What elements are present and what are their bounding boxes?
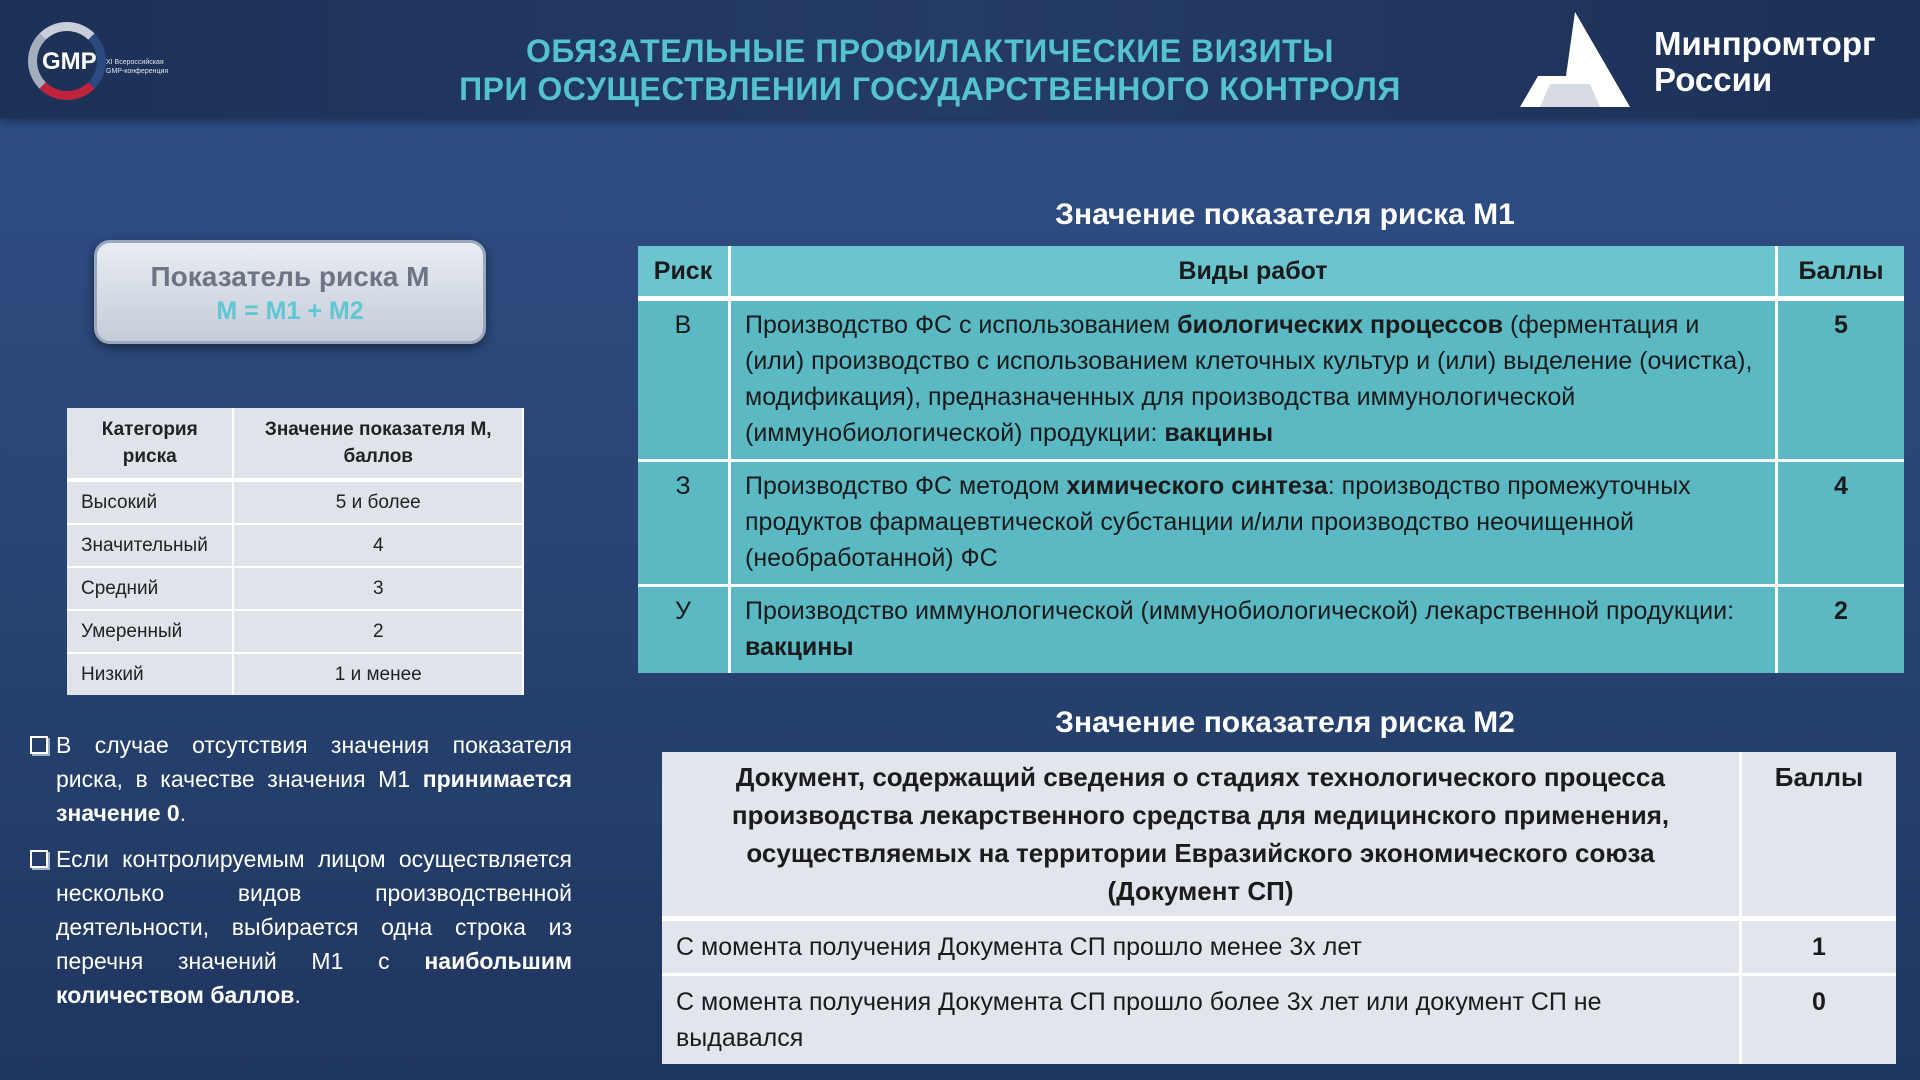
work-type-text: Производство ФС методом [745,472,1067,500]
gmp-logo [28,22,178,112]
note-text: Если контролируемым лицом осуществляется несколько видов производственной деятельности, выбирается одна строка из перечня значений М1 с [56,846,572,974]
note-tail: . [179,800,187,826]
risk-category-cell: Средний [67,567,233,610]
table-row [67,653,523,695]
table-row [67,480,523,524]
work-type-bold-text: биологических процессов [1177,311,1503,339]
risk-category-cell: Значительный [67,524,233,567]
table-row [662,975,1896,1065]
m2-table [662,752,1896,1064]
risk-value-cell: 5 и более [233,480,523,524]
score-cell: 4 [1777,461,1905,586]
table-header-row [67,408,523,480]
minpromtorg-line2: России [1654,61,1773,98]
gmp-logo-text: GMP [42,48,97,75]
score-cell: 2 [1777,586,1905,674]
table-row [662,919,1896,975]
column-header-work-types: Виды работ [730,246,1777,299]
minpromtorg-logo [1520,12,1900,107]
m2-title: Значение показателя риска М2 [1055,706,1515,739]
work-type-cell [730,586,1777,674]
risk-formula-title: Показатель риска М [150,261,430,292]
score-cell: 1 [1741,919,1897,975]
note-tail: . [294,982,301,1008]
minpromtorg-emblem-icon [1520,12,1630,107]
work-type-text: Производство ФС с использованием [745,311,1178,339]
column-header-value: Значение показателя М, баллов [233,408,523,480]
table-row [67,567,523,610]
column-header-category: Категория риска [67,408,233,480]
notes-list [30,728,572,1024]
table-header-row [638,246,1904,299]
risk-formula-expression: М = М1 + М2 [216,297,364,325]
risk-value-cell: 4 [233,524,523,567]
score-cell: 0 [1741,975,1897,1065]
risk-code-cell: У [638,586,730,674]
document-condition-cell: С момента получения Документа СП прошло более 3х лет или документ СП не выдавался [662,975,1741,1065]
risk-category-table [67,408,524,695]
page-title [420,32,1440,108]
table-row [67,524,523,567]
table-header-row [662,752,1896,919]
work-type-cell [730,461,1777,586]
work-type-text: Производство иммунологической (иммунобиологической) лекарственной продукции: [745,597,1735,625]
table-row [638,299,1904,461]
work-type-text: (ферментация и (или) производство с использованием клеточных культур и (или) выделение (очистка), модификация), предназначенных для производства иммунологической (иммунобиологической) продукции: [745,311,1753,447]
checkbox-bullet-icon [30,850,48,868]
column-header-document: Документ, содержащий сведения о стадиях технологического процесса производства лекарственного средства для медицинского применения, осуществляемых на территории Евразийского экономического союза (Документ СП) [662,752,1741,919]
risk-code-cell: В [638,299,730,461]
gmp-logo-subtext: XI Всероссийская GMP-конференция [106,59,169,75]
work-type-bold-text: вакцины [1164,419,1274,447]
page-title-line1: ОБЯЗАТЕЛЬНЫЕ ПРОФИЛАКТИЧЕСКИЕ ВИЗИТЫ [526,33,1334,69]
column-header-score: Баллы [1777,246,1905,299]
note-text: В случае отсутствия значения показателя риска, в качестве значения М1 [56,732,572,792]
table-row [638,461,1904,586]
risk-value-cell: 2 [233,610,523,653]
score-cell: 5 [1777,299,1905,461]
work-type-bold-text: вакцины [745,633,854,661]
note-bold-text: принимается значение 0 [56,766,572,826]
column-header-score: Баллы [1741,752,1897,919]
minpromtorg-line1: Минпромторг [1654,25,1876,62]
minpromtorg-text [1654,26,1876,98]
table-row [67,610,523,653]
work-type-cell [730,299,1777,461]
column-header-risk: Риск [638,246,730,299]
work-type-text: : производство промежуточных продуктов фармацевтической субстанции и/или производство неочищенной (необработанной) ФС [745,472,1691,572]
risk-code-cell: З [638,461,730,586]
note-item [30,728,572,830]
m1-table [638,246,1904,673]
risk-category-cell: Низкий [67,653,233,695]
risk-category-cell: Высокий [67,480,233,524]
checkbox-bullet-icon [30,736,48,754]
note-bold-text: наибольшим количеством баллов [56,948,572,1008]
page-title-line2: ПРИ ОСУЩЕСТВЛЕНИИ ГОСУДАРСТВЕННОГО КОНТРОЛЯ [459,71,1401,107]
risk-value-cell: 1 и менее [233,653,523,695]
table-row [638,586,1904,674]
work-type-bold-text: химического синтеза [1066,472,1328,500]
header-bar [0,0,1920,118]
risk-formula-box [94,240,486,344]
risk-value-cell: 3 [233,567,523,610]
risk-category-cell: Умеренный [67,610,233,653]
document-condition-cell: С момента получения Документа СП прошло менее 3х лет [662,919,1741,975]
note-item [30,842,572,1012]
m1-title: Значение показателя риска М1 [1055,198,1515,231]
